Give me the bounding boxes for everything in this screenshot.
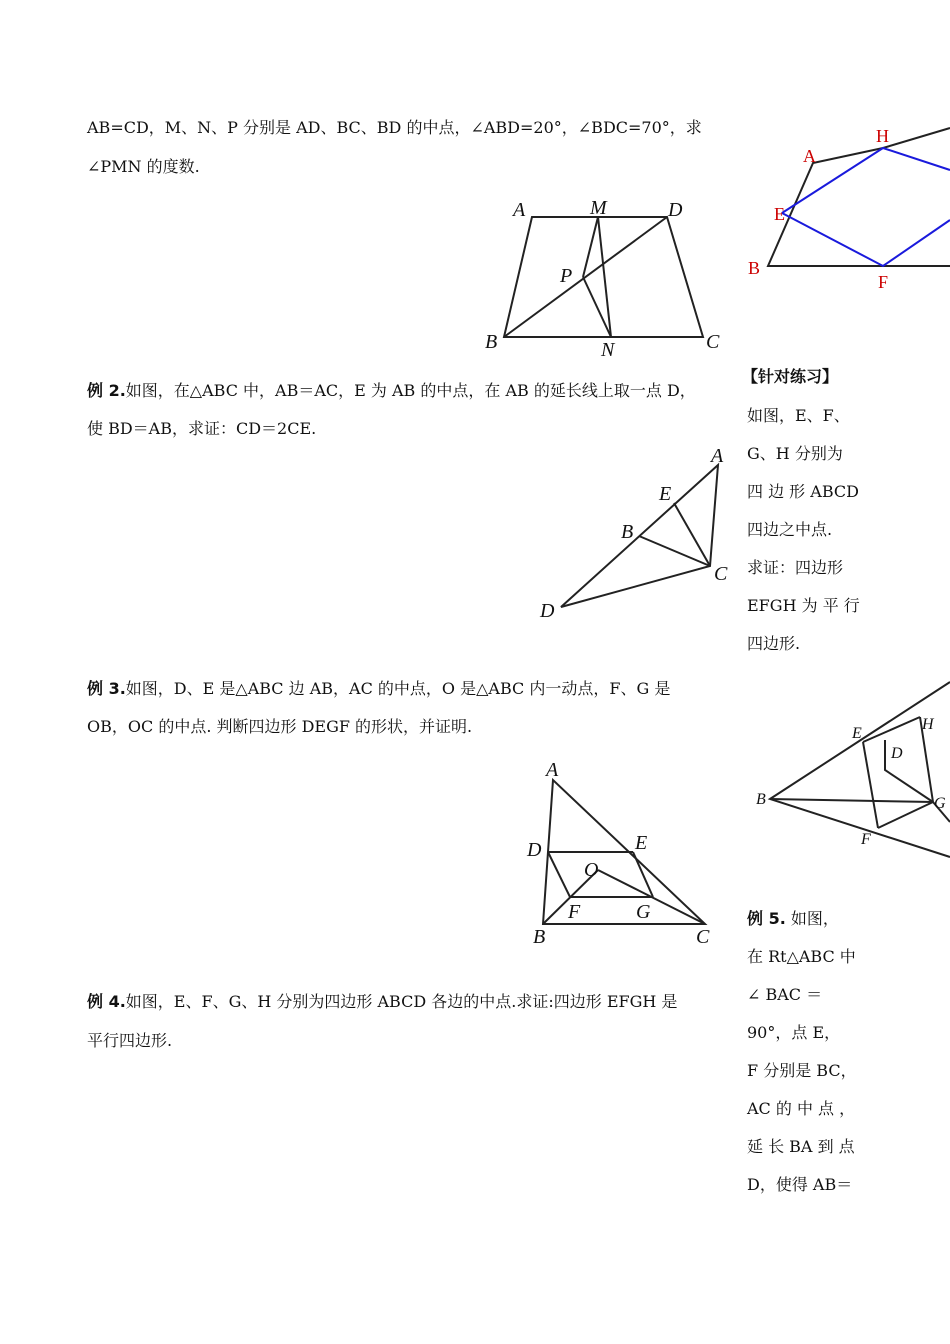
label-g: G	[934, 795, 946, 812]
label-d: D	[540, 600, 555, 622]
label-a: A	[513, 199, 526, 221]
label-a: A	[711, 445, 724, 467]
ex5-tag: 例 5.	[747, 909, 786, 928]
practice-title: 【针对练习】	[742, 367, 839, 386]
segment-bc	[639, 536, 710, 566]
ex5-line-5: F 分别是 BC，	[747, 1061, 857, 1080]
ex3-line2: OB，OC 的中点. 判断四边形 DEGF 的形状，并证明.	[87, 717, 473, 736]
label-b: B	[485, 331, 498, 353]
label-b: B	[533, 926, 546, 948]
ex4-text1: 如图，E、F、G、H 分别为四边形 ABCD 各边的中点.求证:四边形 EFGH 是	[125, 992, 678, 1011]
segment-ef	[863, 742, 878, 828]
outer-triangle	[770, 682, 950, 857]
label-d: D	[527, 839, 542, 861]
label-b: B	[756, 791, 766, 808]
segment-mn	[598, 217, 611, 337]
label-c: C	[714, 563, 728, 585]
ex2-triangle-figure	[530, 440, 740, 625]
label-e: E	[852, 725, 862, 742]
ex1-line1: AB=CD，M、N、P 分别是 AD、BC、BD 的中点，∠ABD=20°，∠BDC=70°，求	[87, 118, 702, 137]
label-d: D	[891, 745, 903, 762]
ex5-text-1: 如图，	[790, 909, 839, 928]
label-c: C	[696, 926, 710, 948]
ex5-line-6: AC 的 中 点 ，	[747, 1099, 856, 1118]
ex4-line2: 平行四边形.	[87, 1031, 173, 1050]
ex5-line-2: 在 Rt△ABC 中	[747, 947, 856, 966]
quad-outline	[768, 128, 950, 266]
ex5-line-8: D，使得 AB＝	[747, 1175, 853, 1194]
ex2-line1	[87, 372, 696, 410]
label-e: E	[659, 483, 672, 505]
label-m: M	[590, 197, 607, 219]
label-c: C	[706, 331, 720, 353]
practice-line-1: 如图，E、F、	[747, 406, 850, 425]
ex2-line2: 使 BD＝AB，求证：CD＝2CE.	[87, 419, 317, 438]
ex5-line-1	[747, 900, 839, 938]
practice-line-2: G、H 分别为	[747, 444, 843, 463]
label-p: P	[560, 265, 573, 287]
label-n: N	[601, 339, 615, 361]
label-e: E	[635, 832, 648, 854]
label-f: F	[878, 272, 889, 292]
ex3-line1	[87, 670, 670, 708]
label-b: B	[748, 258, 761, 278]
segment-pm	[583, 217, 598, 277]
side-quad-figure-1	[740, 120, 950, 295]
label-h: H	[922, 716, 934, 733]
ex3-triangle-figure	[515, 752, 725, 952]
label-g: G	[636, 901, 651, 923]
segment-df	[548, 852, 570, 897]
label-d: D	[668, 199, 683, 221]
label-f: F	[861, 831, 871, 848]
side-quad-figure-2	[750, 672, 950, 857]
label-a: A	[803, 146, 816, 166]
label-b: B	[621, 521, 634, 543]
ex4-tag: 例 4.	[87, 992, 126, 1011]
ex3-tag: 例 3.	[87, 679, 126, 698]
ex5-line-7: 延 长 BA 到 点	[747, 1137, 855, 1156]
segment-fg	[878, 802, 933, 828]
ex1-trapezoid-figure	[480, 190, 730, 360]
label-o: O	[584, 859, 599, 881]
ex5-line-3: ∠ BAC ＝	[747, 985, 823, 1004]
ex4-line1	[87, 983, 677, 1021]
label-f: F	[568, 901, 581, 923]
segment-ec	[674, 503, 710, 566]
ex2-tag: 例 2.	[87, 381, 126, 400]
practice-line-3: 四 边 形 ABCD	[747, 482, 859, 501]
practice-line-6: EFGH 为 平 行	[747, 596, 860, 615]
ex1-line2: ∠PMN 的度数.	[87, 157, 200, 176]
ex5-line-4: 90°，点 E，	[747, 1023, 841, 1042]
quad-efgh-bottom	[782, 213, 950, 266]
practice-line-7: 四边形.	[747, 634, 801, 653]
practice-line-5: 求证：四边形	[747, 558, 844, 577]
practice-line-4: 四边之中点.	[747, 520, 833, 539]
ex3-text1: 如图，D、E 是△ABC 边 AB，AC 的中点，O 是△ABC 内一动点，F、G 是	[125, 679, 671, 698]
label-h: H	[876, 126, 889, 146]
ex2-text1: 如图，在△ABC 中，AB＝AC，E 为 AB 的中点，在 AB 的延长线上取一点 D，	[125, 381, 696, 400]
label-a: A	[546, 759, 559, 781]
label-e: E	[774, 204, 785, 224]
segment-bg	[770, 799, 933, 802]
